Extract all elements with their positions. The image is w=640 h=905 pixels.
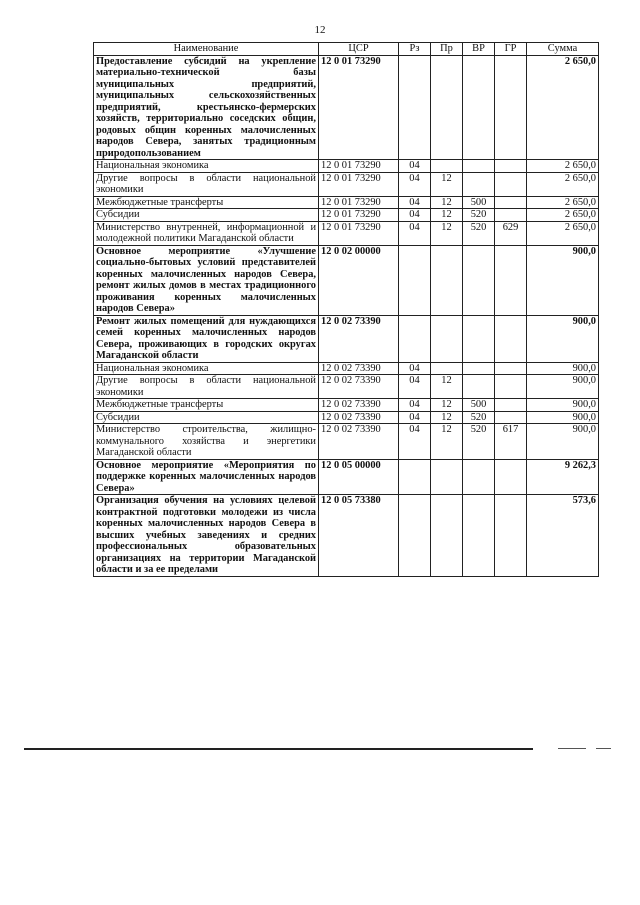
cell-vr [463,375,495,399]
cell-vr [463,459,495,495]
page-number: 12 [314,24,326,36]
cell-vr: 520 [463,411,495,424]
header-vr: ВР [463,43,495,56]
cell-csr: 12 0 01 73290 [319,55,399,160]
cell-pr [431,362,463,375]
cell-name: Другие вопросы в области национальной экономики [94,172,319,196]
cell-rz: 04 [399,209,431,222]
cell-csr: 12 0 05 73380 [319,495,399,577]
table-row [94,196,599,209]
cell-pr: 12 [431,209,463,222]
table-header-row [94,43,599,56]
cell-sum: 900,0 [527,315,599,362]
cell-rz: 04 [399,411,431,424]
table-row [94,375,599,399]
cell-csr: 12 0 05 00000 [319,459,399,495]
cell-gr [495,160,527,173]
cell-gr [495,459,527,495]
cell-gr [495,55,527,160]
table-row [94,55,599,160]
cell-csr: 12 0 02 00000 [319,245,399,315]
cell-vr [463,315,495,362]
cell-sum: 2 650,0 [527,209,599,222]
cell-pr: 12 [431,221,463,245]
cell-name: Национальная экономика [94,160,319,173]
cell-gr [495,375,527,399]
table-row [94,399,599,412]
cell-name: Министерство строительства, жилищно-коммунального хозяйства и энергетики Магаданской области [94,424,319,460]
cell-rz: 04 [399,172,431,196]
cell-rz: 04 [399,196,431,209]
cell-pr [431,245,463,315]
cell-vr: 520 [463,424,495,460]
footer-rule [24,748,533,750]
budget-table [93,42,599,577]
cell-vr: 500 [463,196,495,209]
cell-sum: 900,0 [527,399,599,412]
cell-sum: 2 650,0 [527,55,599,160]
cell-name: Предоставление субсидий на укрепление материально-технической базы муниципальных предприятий, муниципальных сельскохозяйственных предприятий, крестьянско-фермерских хозяйств, территориально соседских общин, родовых общин коренных малочисленных народов Севера, занятых традиционным природопользованием [94,55,319,160]
cell-rz [399,495,431,577]
cell-sum: 2 650,0 [527,221,599,245]
cell-gr [495,245,527,315]
cell-gr [495,495,527,577]
cell-gr [495,196,527,209]
cell-name: Субсидии [94,411,319,424]
cell-vr [463,55,495,160]
cell-pr: 12 [431,375,463,399]
header-rz: Рз [399,43,431,56]
cell-name: Межбюджетные трансферты [94,196,319,209]
cell-csr: 12 0 02 73390 [319,411,399,424]
cell-vr [463,160,495,173]
table-row [94,362,599,375]
cell-name: Другие вопросы в области национальной экономики [94,375,319,399]
cell-pr [431,459,463,495]
cell-sum: 573,6 [527,495,599,577]
cell-gr [495,172,527,196]
cell-gr [495,315,527,362]
cell-csr: 12 0 01 73290 [319,160,399,173]
cell-rz: 04 [399,221,431,245]
table-row [94,315,599,362]
table-row [94,160,599,173]
header-csr: ЦСР [319,43,399,56]
cell-vr [463,362,495,375]
cell-rz: 04 [399,362,431,375]
cell-pr [431,315,463,362]
footer-rule-short [558,748,586,749]
cell-gr [495,209,527,222]
cell-csr: 12 0 01 73290 [319,209,399,222]
table-row [94,459,599,495]
table-row [94,495,599,577]
cell-name: Основное мероприятие «Мероприятия по поддержке коренных малочисленных народов Севера» [94,459,319,495]
cell-name: Ремонт жилых помещений для нуждающихся семей коренных малочисленных народов Севера, проживающих в городских округах Магаданской области [94,315,319,362]
cell-pr: 12 [431,411,463,424]
cell-pr: 12 [431,424,463,460]
table-row [94,172,599,196]
cell-pr [431,495,463,577]
cell-csr: 12 0 01 73290 [319,221,399,245]
cell-name: Межбюджетные трансферты [94,399,319,412]
cell-vr: 500 [463,399,495,412]
cell-pr: 12 [431,399,463,412]
cell-csr: 12 0 01 73290 [319,196,399,209]
table-body [94,55,599,576]
cell-vr [463,495,495,577]
cell-gr [495,362,527,375]
cell-rz [399,459,431,495]
cell-gr: 617 [495,424,527,460]
cell-name: Субсидии [94,209,319,222]
cell-sum: 900,0 [527,424,599,460]
table-row [94,245,599,315]
cell-rz [399,315,431,362]
cell-csr: 12 0 01 73290 [319,172,399,196]
cell-csr: 12 0 02 73390 [319,424,399,460]
cell-sum: 900,0 [527,375,599,399]
table-row [94,424,599,460]
cell-vr [463,245,495,315]
cell-pr [431,55,463,160]
header-name: Наименование [94,43,319,56]
cell-csr: 12 0 02 73390 [319,362,399,375]
cell-name: Организация обучения на условиях целевой контрактной подготовки молодежи из числа коренных малочисленных народов Севера в высших учебных заведениях и средних профессиональных образовательных организациях на территории Магаданской области и за ее пределами [94,495,319,577]
cell-sum: 2 650,0 [527,196,599,209]
cell-vr [463,172,495,196]
cell-rz: 04 [399,160,431,173]
cell-vr: 520 [463,221,495,245]
table-row [94,411,599,424]
table-row [94,209,599,222]
cell-rz [399,55,431,160]
cell-csr: 12 0 02 73390 [319,315,399,362]
cell-name: Национальная экономика [94,362,319,375]
cell-rz: 04 [399,375,431,399]
header-sum: Сумма [527,43,599,56]
cell-name: Министерство внутренней, информационной и молодежной политики Магаданской области [94,221,319,245]
cell-sum: 900,0 [527,411,599,424]
cell-vr: 520 [463,209,495,222]
cell-rz: 04 [399,424,431,460]
cell-pr: 12 [431,196,463,209]
cell-gr: 629 [495,221,527,245]
cell-sum: 2 650,0 [527,172,599,196]
cell-pr: 12 [431,172,463,196]
header-gr: ГР [495,43,527,56]
cell-name: Основное мероприятие «Улучшение социально-бытовых условий представителей коренных малочисленных народов Севера, ремонт жилых домов в местах традиционного проживания коренных малочисленных народов Севера» [94,245,319,315]
header-pr: Пр [431,43,463,56]
cell-sum: 900,0 [527,245,599,315]
cell-rz: 04 [399,399,431,412]
cell-sum: 900,0 [527,362,599,375]
cell-gr [495,399,527,412]
footer-rule-short [596,748,611,749]
cell-gr [495,411,527,424]
table-row [94,221,599,245]
cell-csr: 12 0 02 73390 [319,375,399,399]
cell-csr: 12 0 02 73390 [319,399,399,412]
cell-pr [431,160,463,173]
cell-sum: 2 650,0 [527,160,599,173]
cell-rz [399,245,431,315]
cell-sum: 9 262,3 [527,459,599,495]
